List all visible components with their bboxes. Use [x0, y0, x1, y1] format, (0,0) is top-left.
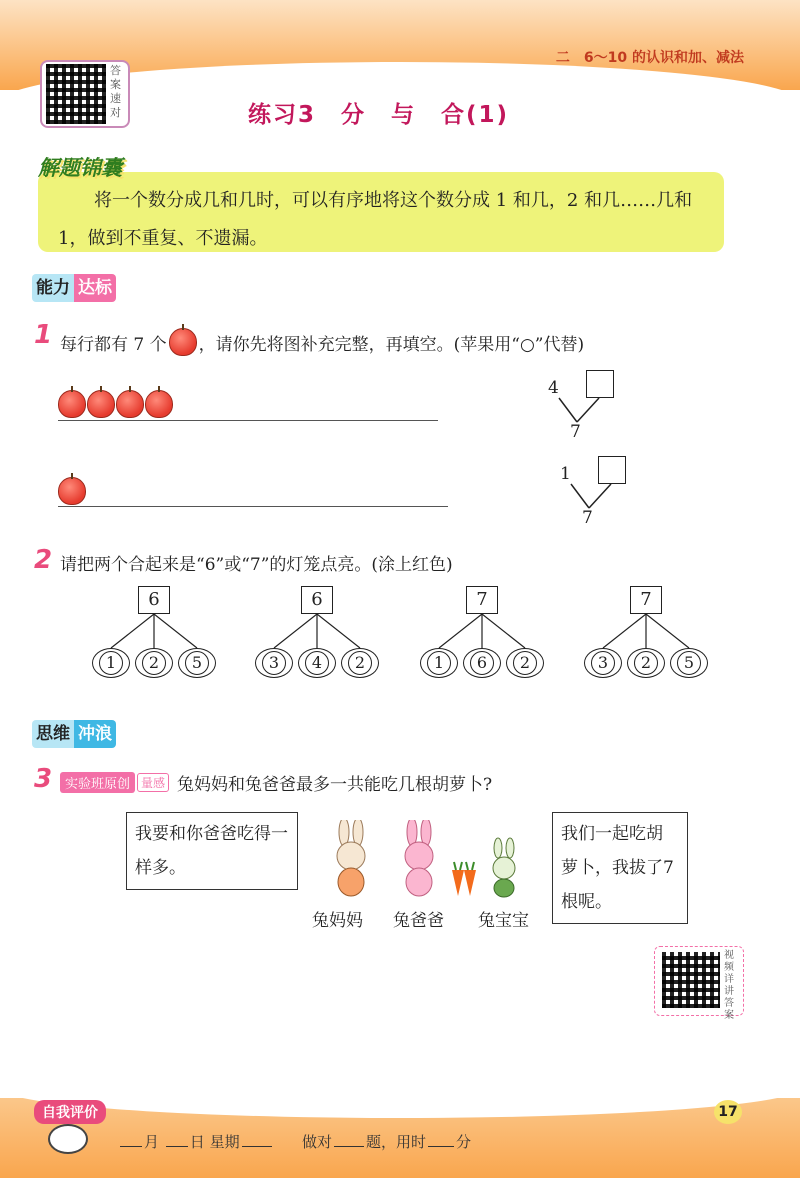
q1-answer-box-1[interactable]	[586, 370, 614, 398]
minutes-label: 分	[456, 1133, 472, 1151]
footer-date	[118, 1131, 274, 1152]
q1-text	[60, 328, 584, 356]
section-thinking-label-a: 思维	[32, 720, 74, 748]
lantern-group-top: 7	[466, 586, 498, 614]
lantern[interactable]	[506, 648, 544, 678]
correct-blank[interactable]	[334, 1146, 364, 1147]
lantern-strings	[418, 614, 548, 650]
lantern-group-2	[253, 586, 383, 696]
q1-given-2: 1	[560, 464, 571, 484]
lantern-number: 2	[348, 651, 372, 675]
apple-icon	[116, 390, 144, 418]
section-thinking-label-b: 冲浪	[74, 720, 116, 748]
lantern[interactable]	[341, 648, 379, 678]
q3-header	[60, 770, 492, 795]
tip-text: 将一个数分成几和几时，可以有序地将这个数分成 1 和几，2 和几……几和 1，做到不重复、不遗漏。	[58, 190, 693, 249]
q3-tag: 实验班原创	[60, 772, 135, 793]
carrot-icon	[452, 862, 476, 896]
speech-bubble-left: 我要和你爸爸吃得一样多。	[126, 812, 298, 890]
lantern-number: 2	[142, 651, 166, 675]
rabbit-mom-icon	[337, 820, 365, 896]
q1-answer-box-2[interactable]	[598, 456, 626, 484]
weekday-label: 星期	[209, 1133, 240, 1151]
page-title: 练习3 分 与 合(1)	[248, 102, 510, 128]
lantern-strings	[582, 614, 712, 650]
lantern[interactable]	[298, 648, 336, 678]
lantern-group-top: 7	[630, 586, 662, 614]
lantern-group-3	[418, 586, 548, 696]
q1-text-b: ，请你先将图补充完整，再填空。(苹果用“○”代替)	[198, 334, 585, 355]
apple-icon	[87, 390, 115, 418]
rabbit-name-baby: 兔宝宝	[478, 911, 529, 931]
tip-tab: 解题锦囊	[38, 156, 122, 180]
speech-bubble-right: 我们一起吃胡萝卜，我拔了7根呢。	[552, 812, 688, 924]
day-blank[interactable]	[166, 1146, 188, 1147]
lantern[interactable]	[670, 648, 708, 678]
lantern-number: 5	[677, 651, 701, 675]
lantern-number: 5	[185, 651, 209, 675]
month-blank[interactable]	[120, 1146, 142, 1147]
rabbit-name-dad: 兔爸爸	[393, 911, 444, 931]
lantern-number: 4	[305, 651, 329, 675]
q2-number: 2	[34, 545, 53, 575]
q1-total-1: 7	[570, 422, 581, 442]
self-eval-label: 自我评价	[34, 1100, 106, 1124]
lantern-group-top: 6	[138, 586, 170, 614]
section-thinking-tag	[32, 720, 116, 748]
qr-code-icon[interactable]	[46, 64, 106, 124]
q1-total-2: 7	[582, 508, 593, 528]
section-ability-label-b: 达标	[74, 274, 116, 302]
weekday-blank[interactable]	[242, 1146, 272, 1147]
apple-icon	[58, 390, 86, 418]
footer-score	[302, 1131, 471, 1152]
apple-icon	[58, 477, 86, 505]
month-label: 月	[144, 1133, 160, 1151]
apple-icon	[145, 390, 173, 418]
minutes-blank[interactable]	[428, 1146, 454, 1147]
lantern[interactable]	[584, 648, 622, 678]
rabbits-illustration	[322, 820, 542, 900]
lantern-group-4	[582, 586, 712, 696]
qr-label: 答案速对	[110, 64, 121, 119]
chapter-title: 二 6～10 的认识和加、减法	[555, 50, 744, 66]
lantern-number: 1	[427, 651, 451, 675]
questions-label: 题，用时	[366, 1133, 427, 1151]
lantern[interactable]	[255, 648, 293, 678]
correct-label: 做对	[302, 1133, 333, 1151]
lantern-number: 3	[262, 651, 286, 675]
section-ability-tag	[32, 274, 116, 302]
rabbit-name-mom: 兔妈妈	[312, 911, 363, 931]
lantern-strings	[253, 614, 383, 650]
q1-given-1: 4	[548, 378, 559, 398]
robot-face-icon	[48, 1124, 88, 1154]
lantern-group-top: 6	[301, 586, 333, 614]
lantern[interactable]	[92, 648, 130, 678]
lantern[interactable]	[420, 648, 458, 678]
lantern-number: 3	[591, 651, 615, 675]
lantern-number: 2	[513, 651, 537, 675]
lantern[interactable]	[178, 648, 216, 678]
q3-text: 兔妈妈和兔爸爸最多一共能吃几根胡萝卜?	[177, 775, 493, 795]
q2-text: 请把两个合起来是“6”或“7”的灯笼点亮。(涂上红色)	[60, 555, 453, 575]
lantern[interactable]	[627, 648, 665, 678]
rabbit-baby-icon	[493, 838, 515, 897]
q3-number: 3	[34, 764, 53, 794]
q1-text-a: 每行都有 7 个	[60, 334, 167, 355]
lantern[interactable]	[463, 648, 501, 678]
video-qr-label: 视频详讲答案	[724, 950, 734, 1021]
apple-icon	[169, 328, 197, 356]
rabbit-dad-icon	[405, 820, 433, 896]
q1-answer-line[interactable]	[58, 420, 438, 421]
lantern-strings	[90, 614, 220, 650]
q1-answer-line[interactable]	[58, 506, 448, 507]
section-ability-label-a: 能力	[32, 274, 74, 302]
lantern-number: 6	[470, 651, 494, 675]
lantern[interactable]	[135, 648, 173, 678]
q3-sense-tag: 量感	[137, 773, 169, 792]
q1-number: 1	[34, 320, 53, 350]
page-number: 17	[714, 1100, 742, 1124]
lantern-group-1	[90, 586, 220, 696]
qr-code-icon[interactable]	[662, 952, 720, 1008]
day-label: 日	[189, 1133, 205, 1151]
lantern-number: 2	[634, 651, 658, 675]
lantern-number: 1	[99, 651, 123, 675]
